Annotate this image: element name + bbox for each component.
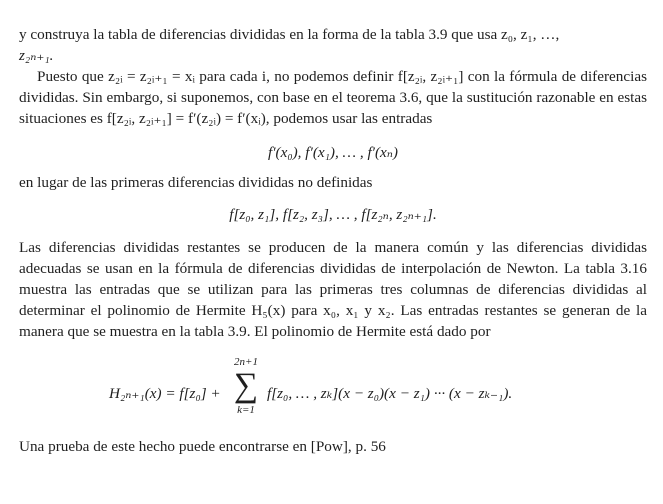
sum-lower-limit: k=1 bbox=[237, 404, 255, 416]
paragraph-remaining: Las diferencias divididas restantes se producen de la manera común y las diferencias divididas adecuadas se usan en la fórmula de diferencias divididas de interpolación de Newton. La tabla 3.16 muestra las entradas que se utilizan para las primeras tres columnas de diferencias divididas al determinar el polinomio de Hermite H₅(x) para x₀, x₁ y x₂. Las entradas restantes se generan de la manera que se muestra en la tabla 3.9. El polinomio de Hermite está dado por bbox=[19, 239, 647, 340]
paragraph-definition: Puesto que z₂ᵢ = z₂ᵢ₊₁ = xᵢ para cada i, no podemos definir f[z₂ᵢ, z₂ᵢ₊₁] con la fórmula de diferencias divididas. Sin embargo, si suponemos, con base en el teorema 3.6, que la sustitución razonable en estas situaciones es f[z₂ᵢ, z₂ᵢ₊₁] = f′(z₂ᵢ) = f′(xᵢ), podemos usar las entradas bbox=[19, 68, 647, 127]
paragraph-proof: Una prueba de este hecho puede encontrarse en [Pow], p. 56 bbox=[19, 438, 386, 455]
paragraph-intro bbox=[19, 0, 647, 66]
intro-index: z₂ₙ₊₁. bbox=[19, 47, 54, 64]
display-derivatives: f′(x₀), f′(x₁), … , f′(xₙ) bbox=[268, 144, 398, 161]
sigma-symbol: ∑ bbox=[233, 367, 259, 404]
summation bbox=[229, 356, 263, 416]
sum-upper-limit: 2n+1 bbox=[234, 356, 258, 368]
hermite-rhs: f[z₀, … , zₖ](x − z₀)(x − z₁) ··· (x − zₖ₋₁). bbox=[267, 385, 513, 402]
intro-line: y construya la tabla de diferencias divididas en la forma de la tabla 3.9 que usa z₀, z₁, …, bbox=[19, 26, 560, 43]
paragraph-instead: en lugar de las primeras diferencias divididas no definidas bbox=[19, 174, 373, 191]
hermite-lhs: H₂ₙ₊₁(x) = f[z₀] + bbox=[109, 385, 221, 402]
display-divided-differences: f[z₀, z₁], f[z₂, z₃], … , f[z₂ₙ, z₂ₙ₊₁]. bbox=[229, 206, 437, 223]
hermite-formula bbox=[19, 356, 647, 424]
